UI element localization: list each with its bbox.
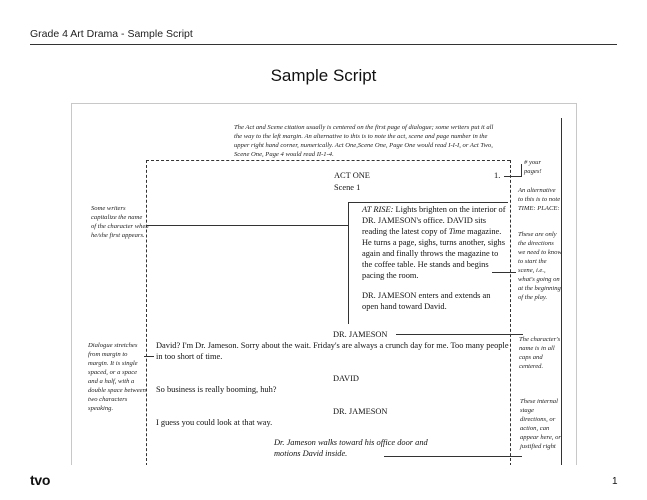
scene-heading: Scene 1 (334, 183, 361, 192)
at-rise-italic: Time (448, 227, 466, 236)
at-rise-text-1: Lights brighten on the interior of DR. JAMESON's office. DAVID sits reading the latest copy of (362, 205, 506, 236)
right-note-1: An alternative to this is to note TIME: PLACE: (518, 187, 561, 212)
right-note-2-pointer (492, 272, 516, 273)
sample-script-image (71, 103, 577, 465)
direction-pointer-3 (384, 456, 522, 457)
page-number-pointer (504, 176, 521, 177)
dialogue-2: So business is really booming, huh? (156, 385, 277, 394)
at-rise-bracket-left (348, 202, 349, 324)
at-rise-text-2: magazine. He turns a page, sighs, turns another, sighs again and finally throws the magazine to the coffee table. He stands and begins pacing the room. (362, 227, 505, 280)
at-rise-paragraph (362, 204, 508, 281)
tvo-logo: tvo (30, 472, 51, 488)
top-note: The Act and Scene citation usually is centered on the first page of dialogue; some writers put it all the way to the left margin. An alternative to this is to note the act, scene and page number in the upper right hand corner, numerically. Act One,Scene One, Page One would read I-I-I, or Act Two, Scene One, Page 4 would read II-1-4. (234, 124, 494, 158)
at-rise-bracket-top (348, 202, 508, 203)
right-note-4: These internal stage directions, or action, can appear here, or justified right (520, 398, 561, 450)
act-heading: ACT ONE (334, 171, 370, 180)
footer-page-number: 1 (612, 476, 618, 487)
stage-direction-3: Dr. Jameson walks toward his office door and motions David inside. (274, 438, 428, 458)
right-note-2: These are only the directions we need to know to start the scene, i.e., what's going on at the beginning of the play. (518, 231, 562, 301)
page-title: Sample Script (270, 66, 377, 85)
dialogue-3: I guess you could look at that way. (156, 418, 273, 427)
page-number-pointer-v (521, 164, 522, 177)
character-name-3: DR. JAMESON (333, 407, 388, 416)
right-margin-line (510, 160, 511, 465)
right-note-3: The character's name is in all caps and centered. (519, 336, 561, 370)
page-number: 1. (494, 171, 501, 180)
page-note: # your pages! (524, 159, 542, 175)
stage-direction-2: DR. JAMESON enters and extends an open hand toward David. (362, 291, 491, 311)
header-title: Grade 4 Art Drama - Sample Script (30, 28, 193, 40)
character-pointer-1 (396, 334, 523, 335)
character-name-2: DAVID (333, 374, 359, 383)
character-name-1: DR. JAMESON (333, 330, 388, 339)
left-note-2: Dialogue stretches from margin to margin. It is single spaced, or a space and a half, with a double space between two characters speaking. (88, 342, 146, 412)
header-rule (30, 44, 617, 45)
at-rise-label: AT RISE: (362, 205, 394, 214)
left-note-1-pointer (146, 225, 348, 226)
left-note-1: Some writers capitalize the name of the character when he/she first appears. (91, 205, 149, 239)
top-margin-line (146, 160, 510, 161)
dialogue-1: David? I'm Dr. Jameson. Sorry about the wait. Friday's are always a crunch day for me. Too many people in too short of time. (156, 341, 509, 361)
left-note-2-pointer (144, 356, 154, 357)
